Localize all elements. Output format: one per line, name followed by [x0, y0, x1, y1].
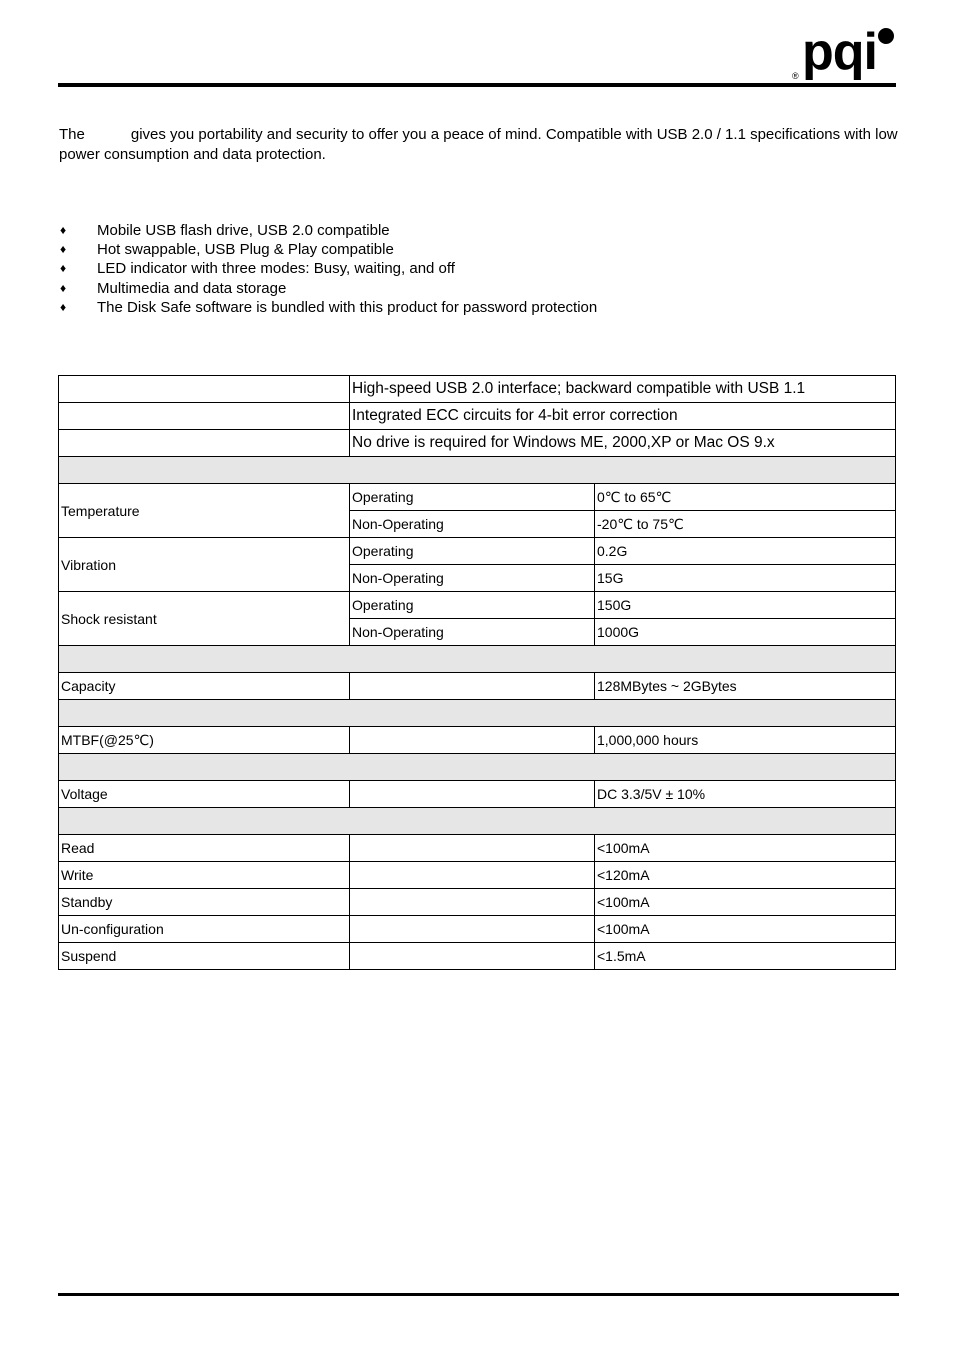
table-row: [59, 781, 896, 808]
spec-value: 15G: [595, 565, 896, 592]
empty-cell: [350, 673, 595, 700]
section-header-row: [59, 700, 896, 727]
spec-label: Suspend: [59, 943, 350, 970]
spec-value: 1,000,000 hours: [595, 727, 896, 754]
section-header-cell: [59, 457, 896, 484]
spec-value: No drive is required for Windows ME, 2000,XP or Mac OS 9.x: [350, 430, 896, 457]
footer-rule: [58, 1293, 899, 1296]
feature-text: Hot swappable, USB Plug & Play compatible: [97, 241, 394, 259]
feature-item: [59, 259, 597, 278]
spec-label: Vibration: [59, 538, 350, 592]
pqi-logo: [788, 22, 900, 84]
spec-label: Temperature: [59, 484, 350, 538]
spec-label: Un-configuration: [59, 916, 350, 943]
condition-label: Operating: [350, 538, 595, 565]
table-row: [59, 943, 896, 970]
empty-cell: [350, 889, 595, 916]
section-header-row: [59, 646, 896, 673]
spec-label: Shock resistant: [59, 592, 350, 646]
spec-value: 0.2G: [595, 538, 896, 565]
spec-label: [59, 430, 350, 457]
spec-value: 1000G: [595, 619, 896, 646]
feature-item: [59, 221, 597, 240]
table-row: [59, 835, 896, 862]
spec-label: MTBF(@25℃): [59, 727, 350, 754]
table-row: [59, 376, 896, 403]
feature-item: [59, 298, 597, 317]
table-row: [59, 538, 896, 565]
empty-cell: [350, 781, 595, 808]
diamond-bullet-icon: ♦: [60, 299, 67, 314]
table-row: [59, 403, 896, 430]
spec-label: Standby: [59, 889, 350, 916]
feature-text: Multimedia and data storage: [97, 279, 287, 297]
table-row: [59, 592, 896, 619]
spec-value: <100mA: [595, 916, 896, 943]
condition-label: Non-Operating: [350, 511, 595, 538]
spec-value: Integrated ECC circuits for 4-bit error correction: [350, 403, 896, 430]
specification-table: [58, 375, 896, 970]
section-header-row: [59, 808, 896, 835]
section-header-cell: [59, 700, 896, 727]
spec-label: [59, 376, 350, 403]
condition-label: Non-Operating: [350, 565, 595, 592]
spec-value: -20℃ to 75℃: [595, 511, 896, 538]
diamond-bullet-icon: ♦: [60, 242, 67, 257]
section-header-cell: [59, 754, 896, 781]
condition-label: Non-Operating: [350, 619, 595, 646]
table-row: [59, 862, 896, 889]
feature-text: Mobile USB flash drive, USB 2.0 compatible: [97, 222, 390, 239]
diamond-bullet-icon: ♦: [60, 223, 67, 237]
spec-value: <120mA: [595, 862, 896, 889]
feature-item: [59, 279, 597, 298]
spec-label: Read: [59, 835, 350, 862]
table-row: [59, 673, 896, 700]
spec-label: Write: [59, 862, 350, 889]
section-header-cell: [59, 808, 896, 835]
spec-value: 0℃ to 65℃: [595, 484, 896, 511]
table-row: [59, 727, 896, 754]
spec-value: <100mA: [595, 835, 896, 862]
table-row: [59, 916, 896, 943]
feature-list: [59, 221, 597, 317]
spec-label: [59, 403, 350, 430]
spec-label: Voltage: [59, 781, 350, 808]
empty-cell: [350, 916, 595, 943]
intro-lead: The: [59, 126, 85, 143]
section-header-cell: [59, 646, 896, 673]
condition-label: Operating: [350, 484, 595, 511]
logo-wordmark: pqi: [802, 23, 877, 81]
feature-text: The Disk Safe software is bundled with this product for password protection: [97, 298, 598, 316]
diamond-bullet-icon: ♦: [60, 280, 67, 295]
empty-cell: [350, 727, 595, 754]
table-row: [59, 484, 896, 511]
section-header-row: [59, 754, 896, 781]
spec-value: <1.5mA: [595, 943, 896, 970]
feature-item: [59, 240, 597, 259]
registered-mark: ®: [792, 71, 799, 81]
spec-value: <100mA: [595, 889, 896, 916]
intro-text: gives you portability and security to offer you a peace of mind. Compatible with USB 2.0 / 1.1 specifications with low power consumption and data protection.: [59, 126, 898, 163]
section-header-row: [59, 457, 896, 484]
header-rule: [58, 83, 896, 87]
table-row: [59, 889, 896, 916]
diamond-bullet-icon: ♦: [60, 261, 67, 276]
spec-value: 150G: [595, 592, 896, 619]
logo-dot-icon: [878, 28, 894, 44]
table-row: [59, 430, 896, 457]
intro-paragraph: [59, 125, 899, 165]
spec-value: DC 3.3/5V ± 10%: [595, 781, 896, 808]
condition-label: Operating: [350, 592, 595, 619]
empty-cell: [350, 862, 595, 889]
spec-label: Capacity: [59, 673, 350, 700]
spec-value: 128MBytes ~ 2GBytes: [595, 673, 896, 700]
empty-cell: [350, 835, 595, 862]
feature-text: LED indicator with three modes: Busy, waiting, and off: [97, 260, 455, 278]
empty-cell: [350, 943, 595, 970]
spec-value: High-speed USB 2.0 interface; backward compatible with USB 1.1: [350, 376, 896, 403]
